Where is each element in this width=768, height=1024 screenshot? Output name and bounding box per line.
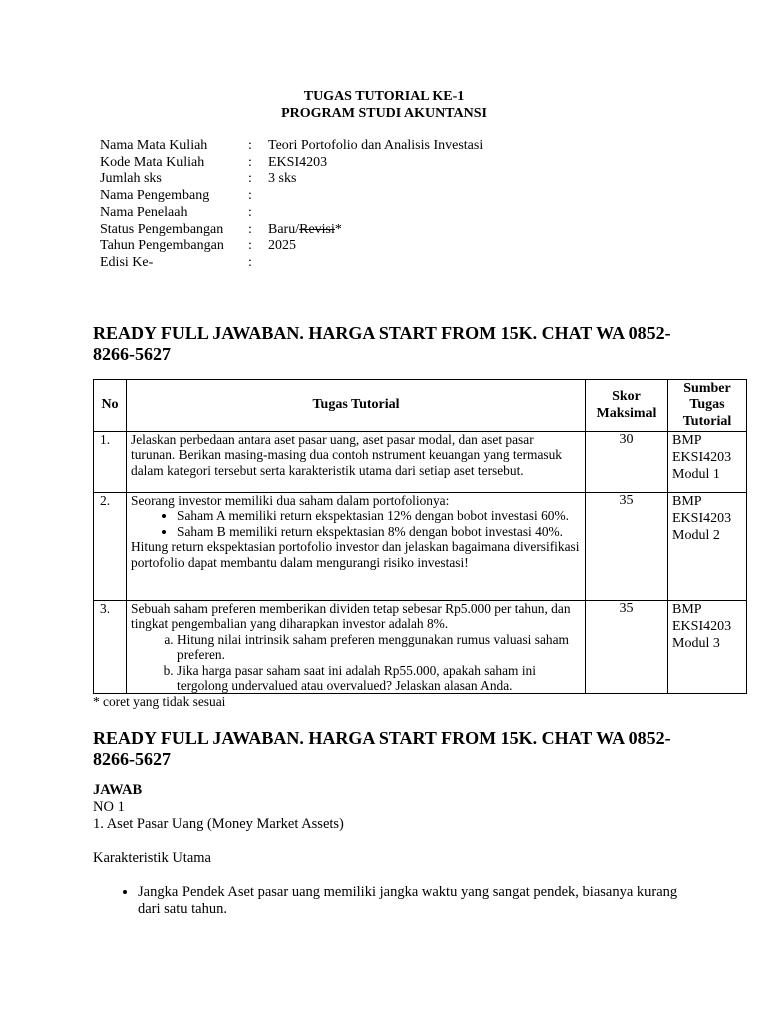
task-lettered-list: [131, 632, 581, 694]
tutorial-task-table: [93, 379, 747, 694]
info-label: Nama Mata Kuliah: [100, 138, 208, 153]
info-row: [100, 222, 540, 239]
info-colon: :: [248, 221, 252, 237]
list-item: • Jangka Pendek Aset pasar uang memiliki jangka waktu yang sangat pendek, biasanya kurang dari satu tahun.: [138, 884, 693, 918]
info-value: [268, 222, 540, 239]
info-value: [268, 188, 540, 205]
task-description: Jelaskan perbedaan antara aset pasar uang, aset pasar modal, dan aset pasar turunan. Berikan masing-masing dua contoh nstrument keuangan yang termasuk dalam kategori tersebut serta karakteristik utama dari setiap aset tersebut.: [131, 432, 562, 478]
course-info-table: [100, 138, 540, 272]
info-value: EKSI4203: [268, 154, 328, 170]
answer-heading: JAWAB: [93, 782, 143, 798]
info-value: [268, 255, 540, 272]
info-label: Tahun Pengembangan: [100, 238, 224, 254]
info-colon: :: [248, 238, 252, 254]
info-row: [100, 238, 540, 255]
row-source: [668, 432, 747, 493]
table-row: [94, 601, 747, 694]
answer-subheading: Karakteristik Utama: [93, 850, 211, 866]
info-colon: :: [248, 138, 252, 153]
source-line: EKSI4203: [672, 450, 732, 465]
row-number: 3.: [94, 601, 127, 694]
table-header-row: [94, 380, 747, 432]
info-label: Nama Penelaah: [100, 204, 188, 220]
source-line: Modul 3: [672, 636, 720, 651]
task-outro: Hitung return ekspektasian portofolio investor dan jelaskan bagaimana diversifikasi portofolio dapat membantu dalam mengurangi risiko investasi!: [131, 539, 580, 570]
status-revisi-struck: Revisi: [299, 221, 335, 237]
source-line: Modul 2: [672, 528, 720, 543]
row-number: 2.: [94, 493, 127, 601]
info-value: 2025: [268, 238, 296, 254]
task-text: [127, 493, 586, 601]
table-row: [94, 493, 747, 601]
source-line: EKSI4203: [672, 619, 732, 634]
table-row: [94, 432, 747, 493]
program-title: PROGRAM STUDI AKUNTANSI: [281, 106, 487, 121]
list-item: • Saham A memiliki return ekspektasian 12% dengan bobot investasi 60%.: [177, 508, 581, 523]
row-score: 35: [586, 601, 668, 694]
info-colon: :: [248, 254, 252, 270]
header-skor: Skor Maksimal: [586, 380, 668, 432]
header-sumber: Sumber Tugas Tutorial: [668, 380, 747, 432]
info-label: Edisi Ke-: [100, 254, 154, 270]
info-label: Kode Mata Kuliah: [100, 154, 205, 170]
source-line: BMP: [672, 494, 702, 509]
info-value: [268, 205, 540, 222]
answer-section-title: 1. Aset Pasar Uang (Money Market Assets): [93, 816, 344, 832]
info-colon: :: [248, 188, 252, 204]
status-baru: Baru/: [268, 221, 300, 237]
info-value: 3 sks: [268, 171, 297, 187]
source-line: BMP: [672, 433, 702, 448]
info-row: [100, 171, 540, 188]
document-title: TUGAS TUTORIAL KE-1: [303, 89, 465, 104]
list-item: a. Hitung nilai intrinsik saham preferen menggunakan rumus valuasi saham preferen.: [177, 632, 581, 663]
info-value: Teori Portofolio dan Analisis Investasi: [268, 138, 484, 153]
row-source: [668, 493, 747, 601]
info-label: Status Pengembangan: [100, 221, 224, 237]
row-source: [668, 601, 747, 694]
info-label: Nama Pengembang: [100, 188, 210, 204]
task-text: [127, 432, 586, 493]
row-score: 30: [586, 432, 668, 493]
answer-number: NO 1: [93, 799, 125, 815]
answer-section: [93, 782, 693, 918]
source-line: BMP: [672, 602, 702, 617]
info-colon: :: [248, 204, 252, 220]
list-item: b. Jika harga pasar saham saat ini adalah Rp55.000, apakah saham ini tergolong undervalued atau overvalued? Jelaskan alasan Anda.: [177, 663, 581, 694]
info-row: [100, 155, 540, 172]
source-line: EKSI4203: [672, 511, 732, 526]
list-item: • Saham B memiliki return ekspektasian 8% dengan bobot investasi 40%.: [177, 524, 581, 539]
promo-banner-bottom: READY FULL JAWABAN. HARGA START FROM 15K. CHAT WA 0852-8266-5627: [93, 728, 671, 769]
header-tugas: Tugas Tutorial: [127, 380, 586, 432]
task-intro: Sebuah saham preferen memberikan dividen tetap sebesar Rp5.000 per tahun, dan tingkat pengembalian yang diharapkan investor adalah 8%.: [131, 601, 571, 632]
info-colon: :: [248, 171, 252, 187]
info-row: [100, 255, 540, 272]
answer-bullet-list: [93, 884, 693, 918]
info-label: Jumlah sks: [100, 171, 162, 187]
info-row: [100, 188, 540, 205]
info-row: [100, 138, 540, 155]
row-number: 1.: [94, 432, 127, 493]
task-text: [127, 601, 586, 694]
header-no: No: [94, 380, 127, 432]
info-row: [100, 205, 540, 222]
info-colon: :: [248, 154, 252, 170]
promo-banner-top: READY FULL JAWABAN. HARGA START FROM 15K. CHAT WA 0852-8266-5627: [93, 323, 671, 364]
status-asterisk: *: [334, 221, 342, 237]
task-bullet-list: [131, 508, 581, 539]
source-line: Modul 1: [672, 467, 720, 482]
task-intro: Seorang investor memiliki dua saham dalam portofolionya:: [131, 493, 450, 508]
footnote: * coret yang tidak sesuai: [93, 694, 226, 709]
row-score: 35: [586, 493, 668, 601]
